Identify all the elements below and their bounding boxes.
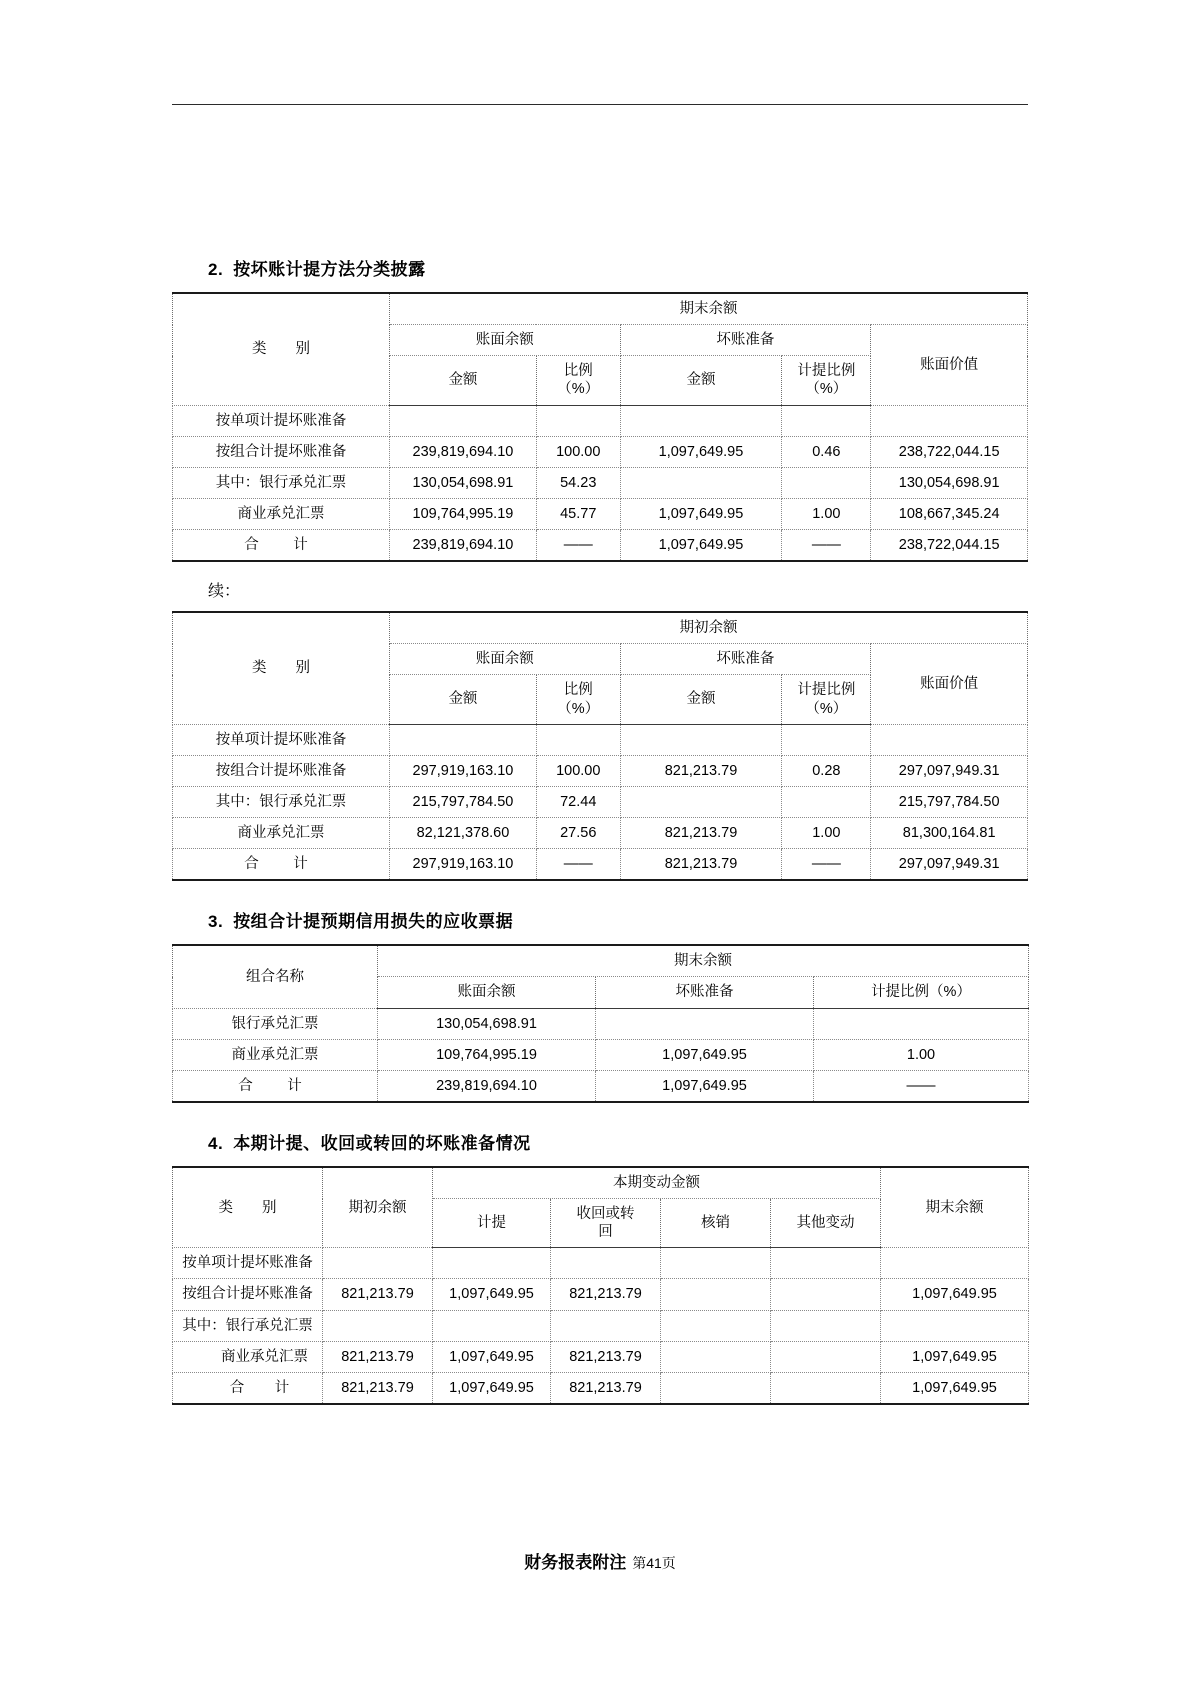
col-header-recovery: 收回或转 回 (551, 1199, 661, 1248)
footer-title: 财务报表附注 (524, 1553, 627, 1572)
col-header-ratio-1: 比例 （%） (536, 356, 620, 405)
row-label: 其中：银行承兑汇票 (173, 1310, 323, 1341)
table-row (173, 849, 1028, 881)
table-row (173, 1372, 1029, 1404)
col-header-provision: 计提 (433, 1199, 551, 1248)
cell: 1,097,649.95 (596, 1070, 814, 1102)
cell: 297,919,163.10 (389, 849, 536, 881)
cell: 821,213.79 (551, 1372, 661, 1404)
col-header-ratio-1: 比例 （%） (536, 675, 620, 724)
row-label-total: 合 计 (173, 530, 390, 562)
section-number-4: 4. (208, 1133, 224, 1153)
cell: 27.56 (536, 818, 620, 849)
table-row (173, 818, 1028, 849)
cell (620, 467, 782, 498)
cell: 821,213.79 (620, 849, 782, 881)
cell (771, 1372, 881, 1404)
row-label: 其中：银行承兑汇票 (173, 467, 390, 498)
col-header-bad-debt: 坏账准备 (620, 325, 871, 356)
col-header-other-change: 其他变动 (771, 1199, 881, 1248)
cell: 1,097,649.95 (881, 1372, 1029, 1404)
section-number-2: 2. (208, 260, 224, 279)
row-label: 商业承兑汇票 (173, 1341, 323, 1372)
cell (771, 1310, 881, 1341)
cell: 238,722,044.15 (871, 436, 1028, 467)
col-header-category: 类 别 (173, 1167, 323, 1248)
cell (323, 1310, 433, 1341)
col-header-category: 类 别 (173, 612, 390, 724)
cell: 82,121,378.60 (389, 818, 536, 849)
row-label: 按组合计提坏账准备 (173, 1279, 323, 1310)
table-row (173, 1070, 1029, 1102)
row-label: 商业承兑汇票 (173, 818, 390, 849)
cell (389, 724, 536, 755)
cell: 108,667,345.24 (871, 498, 1028, 529)
col-header-provision-ratio-1: 计提比例 （%） (782, 356, 871, 405)
col-header-period: 期末余额 (389, 293, 1027, 325)
cell: —— (536, 849, 620, 881)
cell: 821,213.79 (323, 1372, 433, 1404)
cell: 1,097,649.95 (881, 1279, 1029, 1310)
section-title-2 (208, 255, 1028, 280)
table-row (173, 786, 1028, 817)
cell (620, 405, 782, 436)
col-header-book-balance: 账面余额 (389, 644, 620, 675)
cell: 1.00 (814, 1039, 1029, 1070)
cell (771, 1279, 881, 1310)
cell: 1,097,649.95 (596, 1039, 814, 1070)
cell: 1,097,649.95 (433, 1372, 551, 1404)
cell (871, 724, 1028, 755)
row-label: 其中：银行承兑汇票 (173, 786, 390, 817)
row-label: 商业承兑汇票 (173, 1039, 378, 1070)
cell: 1,097,649.95 (620, 498, 782, 529)
table-row (173, 945, 1029, 977)
col-header-writeoff: 核销 (661, 1199, 771, 1248)
table-row (173, 1039, 1029, 1070)
table-wrapper-4 (172, 1166, 1028, 1405)
cell: 821,213.79 (551, 1341, 661, 1372)
col-header-bad-debt: 坏账准备 (596, 977, 814, 1008)
cell (771, 1248, 881, 1279)
cell: —— (536, 530, 620, 562)
cell (661, 1310, 771, 1341)
section-title-4 (208, 1129, 1028, 1154)
col-header-book-balance: 账面余额 (378, 977, 596, 1008)
cell: 0.46 (782, 436, 871, 467)
table-row (173, 293, 1028, 325)
cell (389, 405, 536, 436)
table-wrapper-3 (172, 944, 1028, 1103)
col-header-ending-balance: 期末余额 (881, 1167, 1029, 1248)
cell (433, 1248, 551, 1279)
table-row (173, 405, 1028, 436)
section-number-3: 3. (208, 912, 224, 932)
table-row (173, 1248, 1029, 1279)
table-row (173, 755, 1028, 786)
cell: —— (782, 849, 871, 881)
table-ending-balance (172, 292, 1028, 562)
col-header-period: 期末余额 (378, 945, 1029, 977)
section-heading-3: 按组合计提预期信用损失的应收票据 (233, 912, 514, 932)
cell (871, 405, 1028, 436)
row-label: 按单项计提坏账准备 (173, 405, 390, 436)
table-row (173, 1167, 1029, 1199)
cell: 100.00 (536, 755, 620, 786)
table-provision-movement (172, 1166, 1029, 1405)
section-title-3 (208, 907, 1028, 932)
cell: 81,300,164.81 (871, 818, 1028, 849)
cell (782, 405, 871, 436)
col-header-provision-ratio-1: 计提比例 （%） (782, 675, 871, 724)
table-row (173, 1008, 1029, 1039)
cell (551, 1310, 661, 1341)
row-label-total: 合 计 (173, 1372, 323, 1404)
cell: —— (782, 530, 871, 562)
cell: 130,054,698.91 (378, 1008, 596, 1039)
cell: 297,919,163.10 (389, 755, 536, 786)
col-header-period-change: 本期变动金额 (433, 1167, 881, 1199)
section-heading-2: 按坏账计提方法分类披露 (233, 260, 426, 279)
col-header-period: 期初余额 (389, 612, 1027, 644)
cell: 45.77 (536, 498, 620, 529)
cell (782, 467, 871, 498)
cell: 297,097,949.31 (871, 849, 1028, 881)
col-header-amount-2: 金额 (620, 675, 782, 724)
table-row (173, 1279, 1029, 1310)
cell: 1.00 (782, 498, 871, 529)
cell: 1.00 (782, 818, 871, 849)
cell (620, 724, 782, 755)
cell (814, 1008, 1029, 1039)
table-row (173, 1341, 1029, 1372)
cell (661, 1372, 771, 1404)
col-header-book-value: 账面价值 (871, 644, 1028, 724)
cell (596, 1008, 814, 1039)
cell: 109,764,995.19 (378, 1039, 596, 1070)
cell: 821,213.79 (551, 1279, 661, 1310)
table-row (173, 436, 1028, 467)
col-header-category: 类 别 (173, 293, 390, 405)
cell (661, 1341, 771, 1372)
table-row (173, 530, 1028, 562)
cell (536, 405, 620, 436)
col-header-amount-1: 金额 (389, 675, 536, 724)
col-header-provision-ratio: 计提比例（%） (814, 977, 1029, 1008)
col-header-beginning-balance: 期初余额 (323, 1167, 433, 1248)
table-wrapper-2a (172, 292, 1028, 562)
col-header-book-balance: 账面余额 (389, 325, 620, 356)
table-row (173, 724, 1028, 755)
row-label: 银行承兑汇票 (173, 1008, 378, 1039)
cell: 1,097,649.95 (620, 436, 782, 467)
table-wrapper-2b (172, 611, 1028, 881)
cell: 215,797,784.50 (389, 786, 536, 817)
cell: 0.28 (782, 755, 871, 786)
cell (782, 724, 871, 755)
cell: 130,054,698.91 (871, 467, 1028, 498)
table-row (173, 467, 1028, 498)
col-header-portfolio-name: 组合名称 (173, 945, 378, 1008)
cell: 215,797,784.50 (871, 786, 1028, 817)
cell: 238,722,044.15 (871, 530, 1028, 562)
cell: 239,819,694.10 (389, 530, 536, 562)
col-header-amount-1: 金额 (389, 356, 536, 405)
cell: 1,097,649.95 (881, 1341, 1029, 1372)
cell: 72.44 (536, 786, 620, 817)
table-row (173, 1310, 1029, 1341)
table-row (173, 498, 1028, 529)
cell: 109,764,995.19 (389, 498, 536, 529)
cell: —— (814, 1070, 1029, 1102)
cell: 1,097,649.95 (433, 1341, 551, 1372)
section-heading-4: 本期计提、收回或转回的坏账准备情况 (233, 1133, 531, 1153)
header-rule (172, 104, 1028, 105)
cell (661, 1279, 771, 1310)
cell (782, 786, 871, 817)
cell (433, 1310, 551, 1341)
row-label: 按组合计提坏账准备 (173, 436, 390, 467)
cell (881, 1310, 1029, 1341)
cell: 297,097,949.31 (871, 755, 1028, 786)
cell (661, 1248, 771, 1279)
row-label: 按组合计提坏账准备 (173, 755, 390, 786)
page-footer (0, 1548, 1200, 1573)
cell (620, 786, 782, 817)
row-label-total: 合 计 (173, 849, 390, 881)
cell (323, 1248, 433, 1279)
col-header-bad-debt: 坏账准备 (620, 644, 871, 675)
cell: 821,213.79 (620, 755, 782, 786)
cell: 239,819,694.10 (389, 436, 536, 467)
footer-page-number: 第41页 (632, 1555, 676, 1571)
cell: 239,819,694.10 (378, 1070, 596, 1102)
row-label: 商业承兑汇票 (173, 498, 390, 529)
row-label-total: 合 计 (173, 1070, 378, 1102)
col-header-amount-2: 金额 (620, 356, 782, 405)
cell (881, 1248, 1029, 1279)
table-row (173, 612, 1028, 644)
cell: 130,054,698.91 (389, 467, 536, 498)
table-beginning-balance (172, 611, 1028, 881)
continued-label: 续： (208, 583, 241, 601)
cell (771, 1341, 881, 1372)
cell: 821,213.79 (620, 818, 782, 849)
cell: 1,097,649.95 (433, 1279, 551, 1310)
row-label: 按单项计提坏账准备 (173, 1248, 323, 1279)
cell: 54.23 (536, 467, 620, 498)
cell: 821,213.79 (323, 1341, 433, 1372)
page-content (172, 255, 1028, 1411)
cell (551, 1248, 661, 1279)
cell: 821,213.79 (323, 1279, 433, 1310)
cell (536, 724, 620, 755)
table-portfolio-expected-credit-loss (172, 944, 1029, 1103)
cell: 1,097,649.95 (620, 530, 782, 562)
row-label: 按单项计提坏账准备 (173, 724, 390, 755)
cell: 100.00 (536, 436, 620, 467)
col-header-book-value: 账面价值 (871, 325, 1028, 405)
